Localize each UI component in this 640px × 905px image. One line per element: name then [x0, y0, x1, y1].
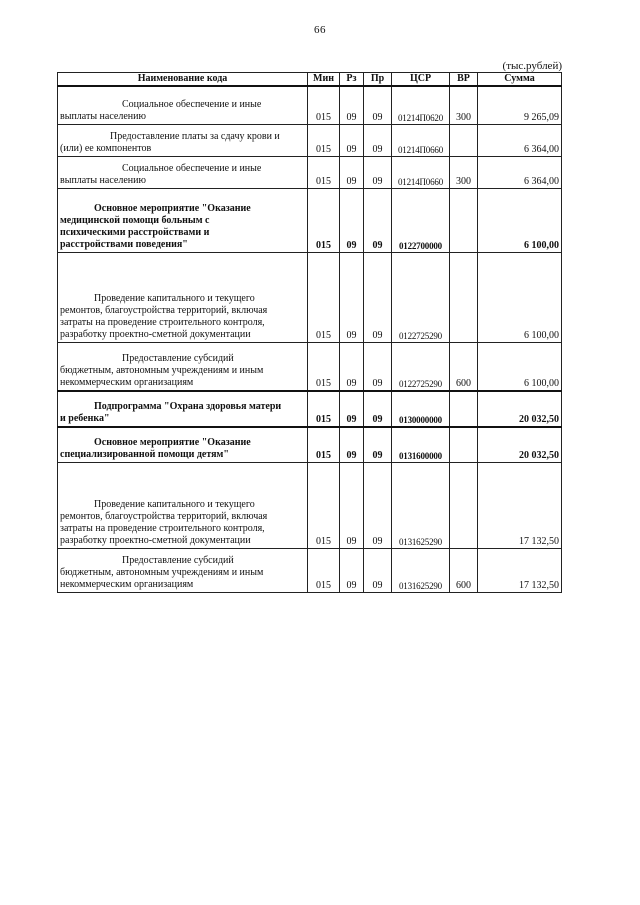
- row-min: 015: [308, 125, 340, 157]
- row-min: 015: [308, 86, 340, 125]
- row-name: Подпрограмма "Охрана здоровья матери и ребенка": [58, 391, 308, 427]
- row-min: 015: [308, 463, 340, 549]
- row-min: 015: [308, 391, 340, 427]
- row-pr: 09: [364, 391, 392, 427]
- row-name: Проведение капитального и текущего ремонтов, благоустройства территорий, включая затраты на проведение строительного контроля, разработку проектно-сметной документации: [58, 253, 308, 343]
- table-row: [58, 463, 562, 549]
- header-pr: Пр: [364, 73, 392, 87]
- row-rz: 09: [340, 343, 364, 391]
- row-name: Основное мероприятие "Оказание специализированной помощи детям": [58, 427, 308, 463]
- row-pr: 09: [364, 549, 392, 593]
- row-pr: 09: [364, 253, 392, 343]
- row-sum: 17 132,50: [478, 549, 562, 593]
- row-pr: 09: [364, 125, 392, 157]
- header-min: Мин: [308, 73, 340, 87]
- row-csr: 01214П0660: [392, 125, 450, 157]
- row-sum: 17 132,50: [478, 463, 562, 549]
- row-sum: 20 032,50: [478, 427, 562, 463]
- table-header-row: [58, 73, 562, 87]
- row-vr: [450, 189, 478, 253]
- row-vr: [450, 253, 478, 343]
- row-csr: 0122725290: [392, 253, 450, 343]
- table-row: [58, 391, 562, 427]
- row-rz: 09: [340, 549, 364, 593]
- row-name: Социальное обеспечение и иные выплаты населению: [58, 86, 308, 125]
- row-pr: 09: [364, 157, 392, 189]
- row-csr: 0130000000: [392, 391, 450, 427]
- row-rz: 09: [340, 125, 364, 157]
- row-rz: 09: [340, 391, 364, 427]
- row-pr: 09: [364, 427, 392, 463]
- row-rz: 09: [340, 463, 364, 549]
- row-sum: 6 364,00: [478, 157, 562, 189]
- table-row: [58, 253, 562, 343]
- row-sum: 9 265,09: [478, 86, 562, 125]
- row-rz: 09: [340, 157, 364, 189]
- table-row: [58, 549, 562, 593]
- table-row: [58, 125, 562, 157]
- table-row: [58, 427, 562, 463]
- row-sum: 6 100,00: [478, 189, 562, 253]
- row-name: Проведение капитального и текущего ремонтов, благоустройства территорий, включая затраты на проведение строительного контроля, разработку проектно-сметной документации: [58, 463, 308, 549]
- row-rz: 09: [340, 253, 364, 343]
- row-name: Предоставление субсидий бюджетным, автономным учреждениям и иным некоммерческим организациям: [58, 343, 308, 391]
- row-pr: 09: [364, 463, 392, 549]
- row-min: 015: [308, 157, 340, 189]
- row-sum: 6 100,00: [478, 343, 562, 391]
- row-rz: 09: [340, 86, 364, 125]
- row-vr: [450, 125, 478, 157]
- row-csr: 0122700000: [392, 189, 450, 253]
- row-vr: 600: [450, 549, 478, 593]
- row-name: Основное мероприятие "Оказание медицинской помощи больным с психическими расстройствами и расстройствами поведения": [58, 189, 308, 253]
- row-min: 015: [308, 549, 340, 593]
- row-vr: [450, 427, 478, 463]
- row-csr: 0131625290: [392, 463, 450, 549]
- table-row: [58, 189, 562, 253]
- row-pr: 09: [364, 343, 392, 391]
- table-row: [58, 343, 562, 391]
- row-name: Предоставление платы за сдачу крови и (или) ее компонентов: [58, 125, 308, 157]
- budget-table: [57, 72, 562, 593]
- row-name: Предоставление субсидий бюджетным, автономным учреждениям и иным некоммерческим организациям: [58, 549, 308, 593]
- row-csr: 01214П0660: [392, 157, 450, 189]
- header-sum: Сумма: [478, 73, 562, 87]
- page-number: 66: [314, 24, 326, 36]
- row-sum: 6 364,00: [478, 125, 562, 157]
- row-sum: 6 100,00: [478, 253, 562, 343]
- row-vr: 600: [450, 343, 478, 391]
- row-pr: 09: [364, 86, 392, 125]
- row-rz: 09: [340, 189, 364, 253]
- table-row: [58, 157, 562, 189]
- unit-note: (тыс.рублей): [502, 60, 562, 72]
- row-min: 015: [308, 343, 340, 391]
- row-sum: 20 032,50: [478, 391, 562, 427]
- row-rz: 09: [340, 427, 364, 463]
- row-vr: 300: [450, 86, 478, 125]
- row-vr: 300: [450, 157, 478, 189]
- row-csr: 0131600000: [392, 427, 450, 463]
- row-csr: 0131625290: [392, 549, 450, 593]
- header-name: Наименование кода: [58, 73, 308, 87]
- header-csr: ЦСР: [392, 73, 450, 87]
- row-vr: [450, 463, 478, 549]
- row-pr: 09: [364, 189, 392, 253]
- row-name: Социальное обеспечение и иные выплаты населению: [58, 157, 308, 189]
- row-vr: [450, 391, 478, 427]
- header-rz: Рз: [340, 73, 364, 87]
- header-vr: ВР: [450, 73, 478, 87]
- row-csr: 01214П0620: [392, 86, 450, 125]
- row-csr: 0122725290: [392, 343, 450, 391]
- table-row: [58, 86, 562, 125]
- row-min: 015: [308, 253, 340, 343]
- row-min: 015: [308, 189, 340, 253]
- row-min: 015: [308, 427, 340, 463]
